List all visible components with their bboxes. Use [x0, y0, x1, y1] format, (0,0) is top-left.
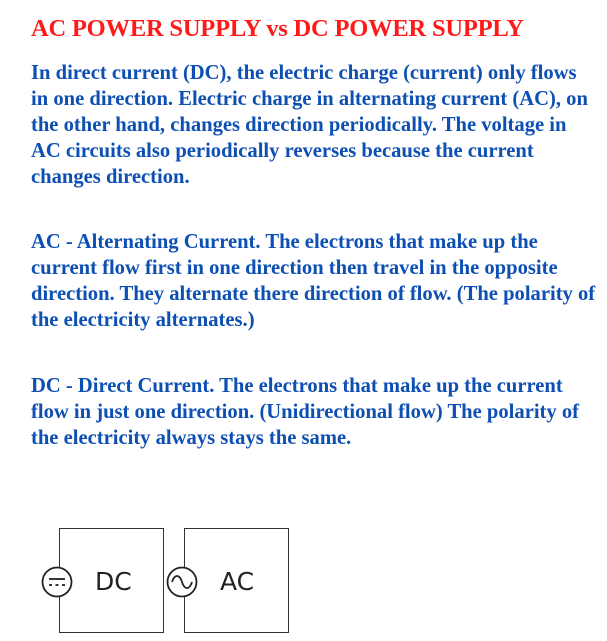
dc-ac-intro-paragraph: In direct current (DC), the electric charge (current) only flows in one direction. Electric charge in alternating current (AC), on the other hand, changes direction periodically. The voltage in AC circuits also periodically reverses because the current changes direction.: [31, 62, 588, 188]
dc-symbol-icon: [41, 566, 73, 598]
ac-sine-symbol-icon: [166, 566, 198, 598]
ac-definition-paragraph: AC - Alternating Current. The electrons that make up the current flow first in one direction then travel in the opposite direction. They alternate there direction of flow. (The polarity of the electricity alternates.): [31, 231, 596, 331]
dc-label: DC: [95, 567, 132, 596]
ac-label: AC: [220, 567, 255, 596]
dc-definition-paragraph: DC - Direct Current. The electrons that make up the current flow in just one direction. (Unidirectional flow) The polarity of the electricity always stays the same.: [31, 375, 580, 449]
page-title: AC POWER SUPPLY vs DC POWER SUPPLY: [31, 15, 524, 42]
